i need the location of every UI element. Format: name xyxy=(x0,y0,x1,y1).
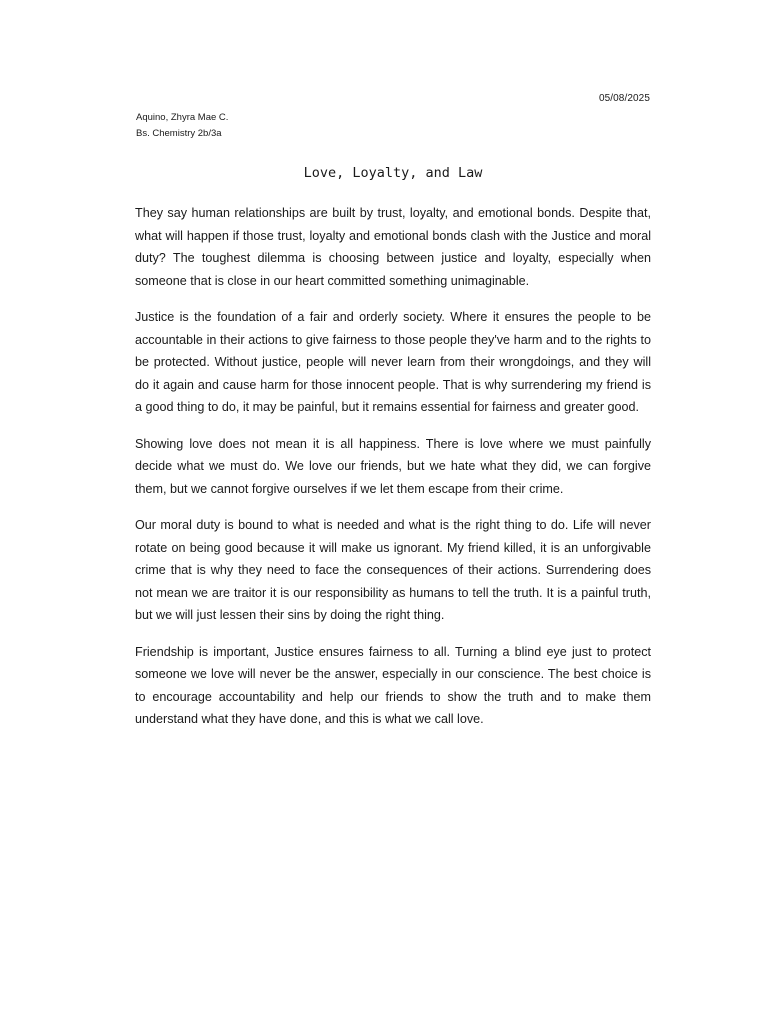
author-course: Bs. Chemistry 2b/3a xyxy=(136,128,222,139)
document-date: 05/08/2025 xyxy=(598,93,650,104)
document-body xyxy=(135,202,651,745)
paragraph-5: Friendship is important, Justice ensures fairness to all. Turning a blind eye just to protect someone we love will never be the answer, especially in our conscience. The best choice is to encourage accountability and help our friends to show the truth and to make them understand what they have done, and this is what we call love. xyxy=(135,644,651,726)
paragraph-4: Our moral duty is bound to what is needed and what is the right thing to do. Life will never rotate on being good because it will make us ignorant. My friend killed, it is an unforgivable crime that is why they need to face the consequences of their actions. Surrendering does not mean we are traitor it is our responsibility as humans to tell the truth. It is a painful truth, but we will just lessen their sins by doing the right thing. xyxy=(135,518,651,622)
document-title: Love, Loyalty, and Law xyxy=(303,165,483,181)
author-name: Aquino, Zhyra Mae C. xyxy=(136,112,229,123)
author-block xyxy=(136,110,228,142)
paragraph-3: Showing love does not mean it is all happiness. There is love where we must painfully decide what we must do. We love our friends, but we hate what they did, we can forgive them, but we cannot forgive ourselves if we let them escape from their crime. xyxy=(135,436,651,496)
paragraph-1: They say human relationships are built by trust, loyalty, and emotional bonds. Despite that, what will happen if those trust, loyalty and emotional bonds clash with the Justice and moral duty? The toughest dilemma is choosing between justice and loyalty, especially when someone that is close in our heart committed something unimaginable. xyxy=(135,206,651,288)
paragraph-2: Justice is the foundation of a fair and orderly society. Where it ensures the people to be accountable in their actions to give fairness to those people they've harm and to the rights to be protected. Without justice, people will never learn from their wrongdoings, and they will do it again and cause harm for those innocent people. That is why surrendering my friend is a good thing to do, it may be painful, but it remains essential for fairness and greater good. xyxy=(135,310,651,414)
